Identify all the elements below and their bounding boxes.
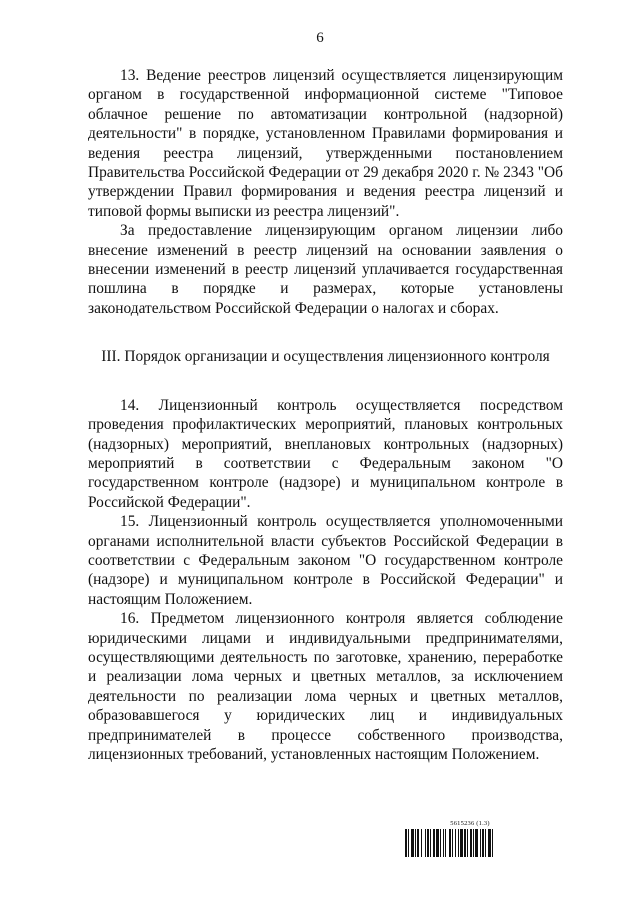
barcode-bar bbox=[464, 829, 466, 857]
paragraph-16: 16. Предметом лицензионного контроля является соблюдение юридическими лицами и индивидуальными предпринимателями, осуществляющими деятельность по заготовке, хранению, переработке и реализации лома черных и цветных металлов, за исключением деятельности по реализации лома черных и цветных металлов, образовавшегося у юридических лиц и индивидуальных предпринимателей в процессе собственного производства, лицензионных требований, установленных настоящим Положением. bbox=[88, 610, 563, 763]
document-body bbox=[88, 66, 563, 764]
barcode-bar bbox=[433, 829, 435, 857]
barcode-bar bbox=[430, 829, 431, 857]
barcode-bar bbox=[455, 829, 456, 857]
barcode-bar bbox=[436, 829, 439, 857]
barcode-image bbox=[404, 829, 536, 857]
barcode-bar bbox=[440, 829, 441, 857]
barcode-bar bbox=[452, 829, 453, 857]
barcode-bar bbox=[488, 829, 491, 857]
barcode-bar bbox=[473, 829, 474, 857]
barcode-bar bbox=[458, 829, 459, 857]
barcode-bar bbox=[405, 829, 407, 857]
barcode-bar bbox=[480, 829, 481, 857]
barcode-bar bbox=[443, 829, 444, 857]
paragraph-13: 13. Ведение реестров лицензий осуществляется лицензирующим органом в государственной информационной системе "Типовое облачное решение по автоматизации контрольной (надзорной) деятельности" в порядке, установленном Правилами формирования и ведения реестра лицензий, утвержденными постановлением Правительства Российской Федерации от 29 декабря 2020 г. № 2343 "Об утверждении Правил формирования и ведения реестра лицензий и типовой формы выписки из реестра лицензий". bbox=[88, 67, 563, 220]
page-number: 6 bbox=[316, 30, 324, 46]
barcode-bar bbox=[425, 829, 426, 857]
barcode-bar bbox=[492, 829, 493, 857]
barcode-bar bbox=[485, 829, 486, 857]
barcode-bar bbox=[411, 829, 414, 857]
document-barcode bbox=[404, 820, 536, 860]
barcode-bar bbox=[475, 829, 478, 857]
paragraph-14: 14. Лицензионный контроль осуществляется посредством проведения профилактических мероприятий, плановых контрольных (надзорных) мероприятий, внеплановых контрольных (надзорных) мероприятий в соответствии с Федеральным законом "О государственном контроле (надзоре) и муниципальном контроле в Российской Федерации". bbox=[88, 396, 563, 511]
barcode-bar bbox=[417, 829, 419, 857]
barcode-bar bbox=[408, 829, 409, 857]
barcode-bar bbox=[482, 829, 484, 857]
paragraph-15: 15. Лицензионный контроль осуществляется уполномоченными органами исполнительной власти субъектов Российской Федерации в соответствии с Федеральным законом "О государственном контроле (надзоре) и муниципальном контроле в Российской Федерации" и настоящим Положением. bbox=[88, 513, 563, 608]
section-heading: III. Порядок организации и осуществления лицензионного контроля bbox=[101, 348, 550, 366]
barcode-bar bbox=[415, 829, 416, 857]
barcode-bar bbox=[421, 829, 422, 857]
barcode-bar bbox=[470, 829, 472, 857]
barcode-bar bbox=[449, 829, 451, 857]
barcode-bar bbox=[427, 829, 429, 857]
barcode-bar bbox=[445, 829, 446, 857]
barcode-bar bbox=[460, 829, 463, 857]
paragraph-state-fee: За предоставление лицензирующим органом лицензии либо внесение изменений в реестр лицензий на основании заявления о внесении изменений в реестр лицензий уплачивается государственная пошлина в порядке и размерах, которые установлены законодательством Российской Федерации о налогах и сборах. bbox=[88, 222, 563, 317]
barcode-bar bbox=[467, 829, 468, 857]
barcode-code: 5615236 (1.3) bbox=[450, 820, 490, 827]
